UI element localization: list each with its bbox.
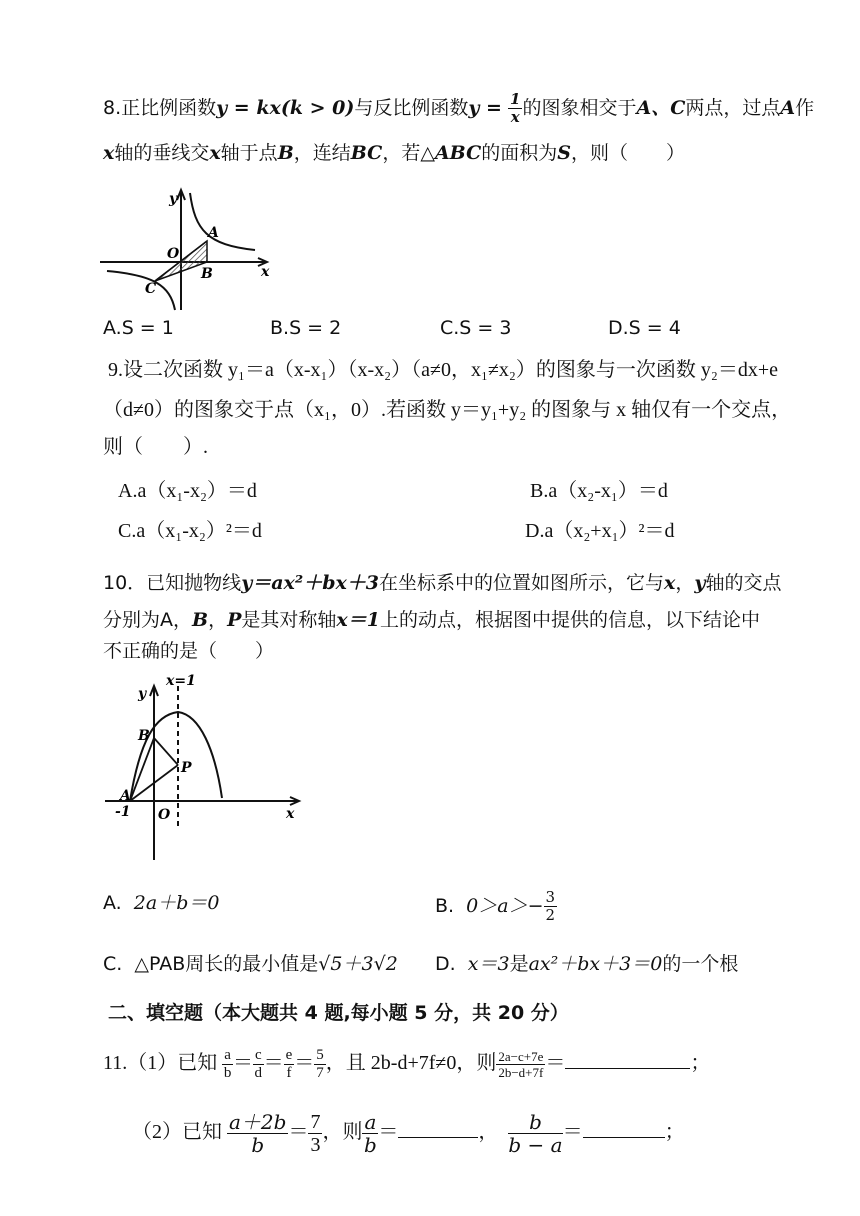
- q11-answer-blank-2[interactable]: [398, 1119, 478, 1138]
- q11-part1: 11.（1）已知 $\frac{a}{b}$ ＝ $\frac{c}{d}$ ＝ $\frac{e}{f}$ ＝ $\frac{5}{7}$ ，且 2b-d+7f≠0，则 $\frac{2a-c+7e}{2b-d+7f}$ ＝ ；: [103, 1047, 711, 1081]
- q10-axes: [105, 686, 299, 860]
- q8-label-x: x: [261, 264, 270, 280]
- q11-ratio-4: $\frac{5}{7}$: [316, 1047, 324, 1081]
- q9-line3: 则（ ）.: [103, 436, 208, 458]
- q10-label-axis: x=1: [166, 673, 196, 689]
- q11-fraction-2: $\frac{a+2b}{b}$: [229, 1110, 287, 1157]
- section-title: 二、填空题（本大题共 4 题,每小题 5 分，共 20 分）: [108, 1002, 569, 1024]
- q11-ratio-2: $\frac{c}{d}$: [254, 1047, 263, 1081]
- q9-option-b: B.a（x₂-x₁）＝d: [530, 480, 668, 502]
- q11-fraction-5: $\frac{b}{b - a}$: [508, 1110, 563, 1157]
- q10-parabola: [130, 712, 222, 801]
- q10-label-neg1: -1: [115, 804, 131, 820]
- q9-line2: （d≠0）的图象交于点（x₁，0）.若函数 y＝y₁+y₂ 的图象与 x 轴仅有一个交点，: [103, 399, 792, 421]
- q10-label-x: x: [286, 806, 295, 822]
- q8-option-d: D.S = 4: [608, 317, 681, 339]
- q8-line2: x轴的垂线交x轴于点B，连结BC，若△ABC的面积为S，则（ ）: [103, 142, 685, 164]
- q10-label-p: P: [181, 760, 192, 776]
- q10-line1: 10．已知抛物线y＝ax²＋bx＋3在坐标系中的位置如图所示，它与x，y轴的交点: [103, 572, 782, 594]
- q11-fraction: $\frac{2a-c+7e}{2b-d+7f}$: [498, 1049, 544, 1080]
- q11-fraction-3: $\frac{7}{3}$: [310, 1111, 321, 1156]
- q10-option-c: C. △PAB周长的最小值是√5＋3√2: [103, 953, 398, 975]
- q10-option-b-fraction: $\frac{3}{2}$: [545, 888, 556, 924]
- q8-fraction: $\frac{1}{x}$: [510, 90, 521, 126]
- q10-label-b: B: [138, 728, 150, 744]
- q9-option-a: A.a（x₁-x₂）＝d: [118, 480, 257, 502]
- q9-option-d: D.a（x₂+x₁）²＝d: [525, 520, 675, 542]
- q8-axes: [100, 190, 267, 310]
- q10-label-a: A: [120, 788, 131, 804]
- q8-label-c: C: [145, 281, 157, 297]
- q8-line1: 8.正比例函数y = kx(k > 0)与反比例函数y = $\frac{1}{x}$ 的图象相交于A、C两点，过点A作: [103, 90, 815, 126]
- q10-option-d: D. x＝3是ax²＋bx＋3＝0的一个根: [435, 953, 739, 975]
- q11-fraction-4: $\frac{a}{b}$: [364, 1110, 377, 1157]
- q11-answer-blank-1[interactable]: [565, 1050, 690, 1069]
- q8-label-o: O: [167, 246, 180, 262]
- q9-option-c: C.a（x₁-x₂）²＝d: [118, 520, 262, 542]
- q11-ratio-3: $\frac{e}{f}$: [285, 1047, 293, 1081]
- q11-part2: （2）已知 $\frac{a+2b}{b}$ ＝ $\frac{7}{3}$ ，则 $\frac{a}{b}$ ＝ ， $\frac{b}{b - a}$ ＝ ；: [132, 1110, 685, 1157]
- q10-option-b: B. 0＞a＞− $\frac{3}{2}$: [435, 888, 556, 924]
- q8-label-y: y: [169, 191, 178, 207]
- q8-label-a: A: [208, 225, 219, 241]
- q11-ratio-1: $\frac{a}{b}$: [223, 1047, 232, 1081]
- q11-answer-blank-3[interactable]: [583, 1119, 665, 1138]
- q10-label-y: y: [138, 686, 147, 702]
- q9-line1: 9.设二次函数 y₁＝a（x-x₁）（x-x₂）（a≠0，x₁≠x₂）的图象与一次函数 y₂＝dx+e: [108, 359, 779, 381]
- q8-option-a: A.S = 1: [103, 317, 174, 339]
- q8-graph: [95, 185, 285, 315]
- q10-line2: 分别为A，B，P是其对称轴x＝1上的动点，根据图中提供的信息，以下结论中: [103, 609, 760, 631]
- q8-option-b: B.S = 2: [270, 317, 342, 339]
- q10-option-a: A. 2a＋b＝0: [103, 892, 220, 914]
- q10-label-o: O: [158, 807, 171, 823]
- q10-line3: 不正确的是（ ）: [103, 640, 275, 662]
- q8-option-c: C.S = 3: [440, 317, 512, 339]
- q8-label-b: B: [201, 266, 213, 282]
- q10-graph: [100, 670, 310, 865]
